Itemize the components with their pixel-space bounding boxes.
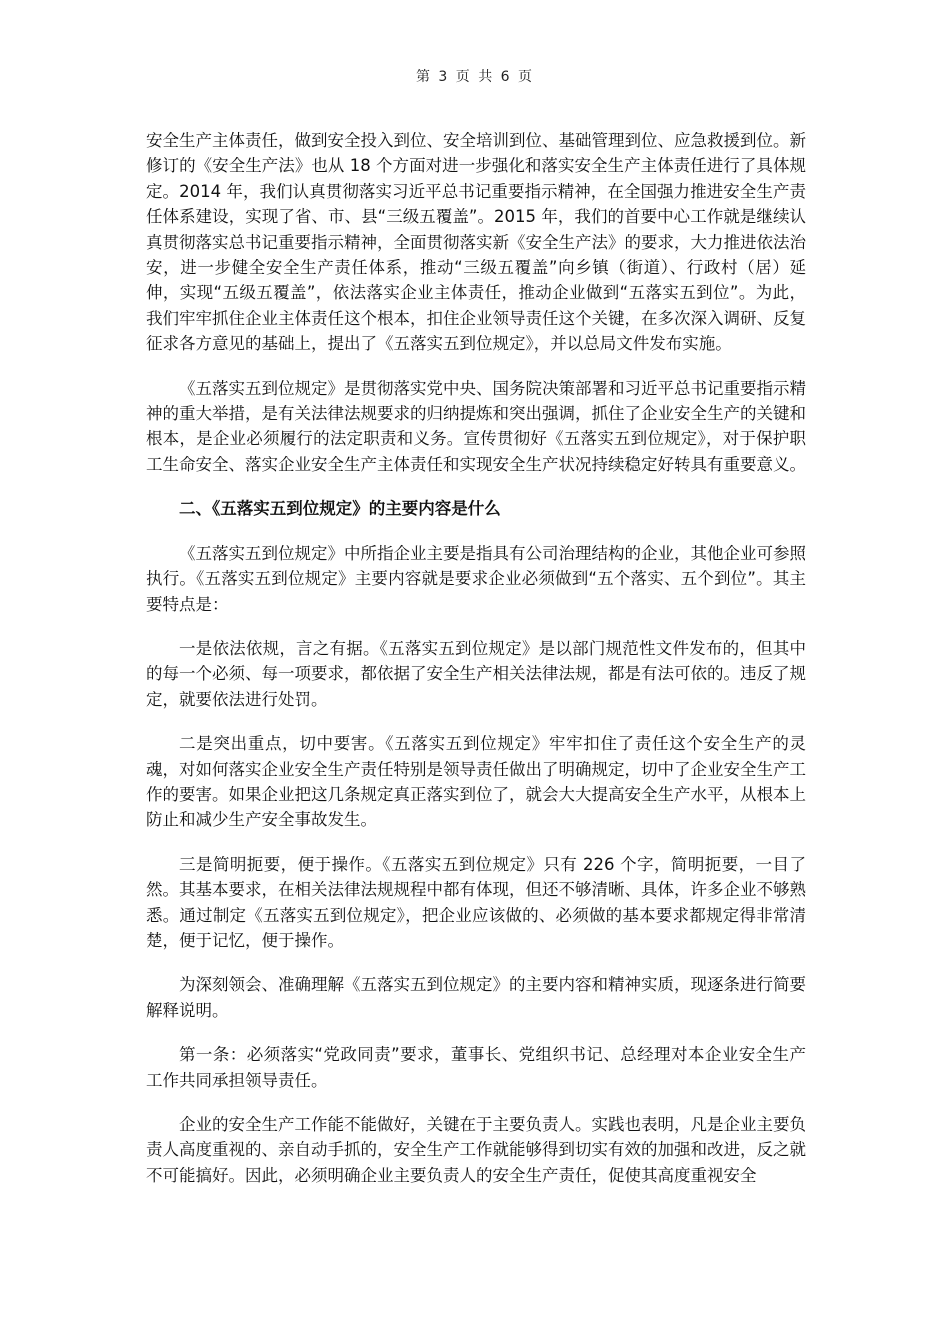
paragraph-continuation: 安全生产主体责任，做到安全投入到位、安全培训到位、基础管理到位、应急救援到位。新修订的《安全生产法》也从 18 个方面对进一步强化和落实安全生产主体责任进行了具体规定。2014 年，我们认真贯彻落实习近平总书记重要指示精神，在全国强力推进安全生产责任体系建设，实现了省、市、县“三级五覆盖”。2015 年，我们的首要中心工作就是继续认真贯彻落实总书记重要指示精神，全面贯彻落实新《安全生产法》的要求，大力推进依法治安，进一步健全安全生产责任体系，推动“三级五覆盖”向乡镇（街道）、行政村（居）延伸，实现“五级五覆盖”，依法落实企业主体责任，推动企业做到“五落实五到位”。为此，我们牢牢抓住企业主体责任这个根本，扣住企业领导责任这个关键，在多次深入调研、反复征求各方意见的基础上，提出了《五落实五到位规定》，并以总局文件发布实施。: [146, 131, 806, 354]
paragraph-article-1: 第一条：必须落实“党政同责”要求，董事长、党组织书记、总经理对本企业安全生产工作共同承担领导责任。: [146, 1045, 806, 1090]
page-number-header: 第 3 页 共 6 页: [415, 69, 535, 85]
document-body: [146, 128, 806, 1207]
paragraph-intro-explanation: 为深刻领会、准确理解《五落实五到位规定》的主要内容和精神实质，现逐条进行简要解释说明。: [146, 975, 806, 1020]
paragraph-significance: 《五落实五到位规定》是贯彻落实党中央、国务院决策部署和习近平总书记重要指示精神的重大举措，是有关法律法规要求的归纳提炼和突出强调，抓住了企业安全生产的关键和根本，是企业必须履行的法定职责和义务。宣传贯彻好《五落实五到位规定》，对于保护职工生命安全、落实企业安全生产主体责任和实现安全生产状况持续稳定好转具有重要意义。: [146, 378, 806, 474]
paragraph-scope: 《五落实五到位规定》中所指企业主要是指具有公司治理结构的企业，其他企业可参照执行。《五落实五到位规定》主要内容就是要求企业必须做到“五个落实、五个到位”。其主要特点是：: [146, 543, 806, 614]
paragraph-feature-1: 一是依法依规，言之有据。《五落实五到位规定》是以部门规范性文件发布的，但其中的每一个必须、每一项要求，都依据了安全生产相关法律法规，都是有法可依的。违反了规定，就要依法进行处罚。: [146, 638, 806, 709]
section-heading: 二、《五落实五到位规定》的主要内容是什么: [179, 499, 501, 519]
paragraph-feature-2: 二是突出重点，切中要害。《五落实五到位规定》牢牢扣住了责任这个安全生产的灵魂，对如何落实企业安全生产责任特别是领导责任做出了明确规定，切中了企业安全生产工作的要害。如果企业把这几条规定真正落实到位了，就会大大提高安全生产水平，从根本上防止和减少生产安全事故发生。: [146, 734, 806, 830]
paragraph-article-1-explanation: 企业的安全生产工作能不能做好，关键在于主要负责人。实践也表明，凡是企业主要负责人高度重视的、亲自动手抓的，安全生产工作就能够得到切实有效的加强和改进，反之就不可能搞好。因此，必须明确企业主要负责人的安全生产责任，促使其高度重视安全: [146, 1115, 806, 1185]
paragraph-feature-3: 三是简明扼要，便于操作。《五落实五到位规定》只有 226 个字，简明扼要，一目了然。其基本要求，在相关法律法规规程中都有体现，但还不够清晰、具体，许多企业不够熟悉。通过制定《五落实五到位规定》，把企业应该做的、必须做的基本要求都规定得非常清楚，便于记忆，便于操作。: [146, 854, 806, 950]
